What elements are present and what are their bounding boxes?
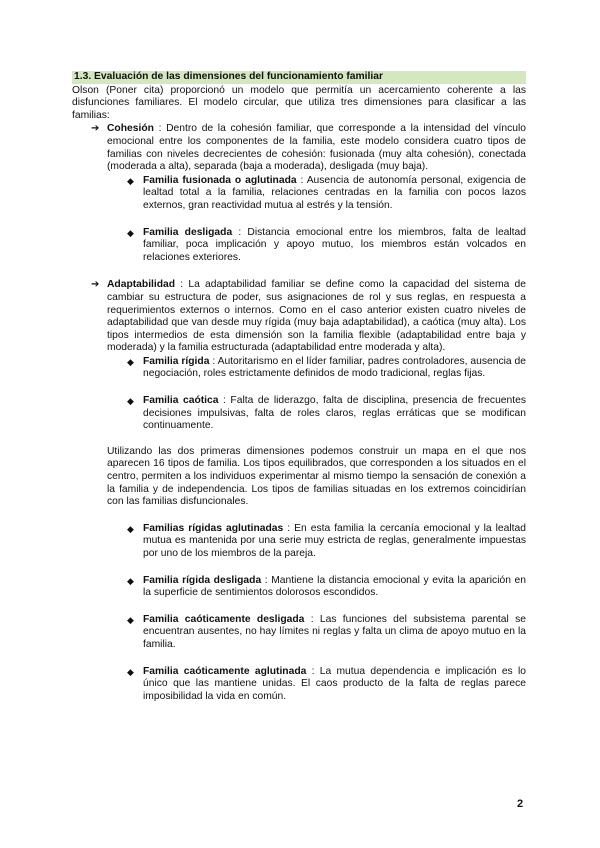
diamond-bullet-icon: ◆ bbox=[127, 666, 134, 677]
sub-bullet-caoticamente-aglutinada bbox=[72, 666, 526, 704]
arrow-bullet-icon: ➔ bbox=[91, 279, 100, 291]
text-caotica: : Falta de liderazgo, falta de disciplina, presencia de frecuentes decisiones impulsivas, falta de roles claros, reglas erráticas que se modifican continuamente. bbox=[143, 395, 526, 432]
bullet-cohesion bbox=[72, 123, 526, 173]
text-rigida-desligada: : Mantiene la distancia emocional y evita la aparición en la superficie de sentimientos dolorosos escondidos. bbox=[143, 574, 526, 599]
sub-bullet-caoticamente-desligada bbox=[72, 614, 526, 652]
diamond-bullet-icon: ◆ bbox=[127, 175, 134, 186]
sub-bullet-fusionada bbox=[72, 175, 526, 213]
map-paragraph: Utilizando las dos primeras dimensiones podemos construir un mapa en el que nos aparecen 16 tipos de familia. Los tipos equilibrados, que corresponden a los situados en el centro, permiten a los individuos experimentar al mismo tiempo la sensación de conexión a la familia y de independencia. Los tipos de familias situadas en los extremos coincidirían con las familias disfuncionales. bbox=[107, 445, 526, 508]
term-rigidas-aglutinadas: Familias rígidas aglutinadas bbox=[143, 522, 284, 534]
section-heading: 1.3. Evaluación de las dimensiones del funcionamiento familiar bbox=[72, 71, 526, 84]
diamond-bullet-icon: ◆ bbox=[127, 227, 134, 238]
text-fusionada: : Ausencia de autonomía personal, exigencia de lealtad total a la familia, relaciones centradas en la familia con pocos lazos externos, gran reactividad mutua al estrés y la tensión. bbox=[143, 174, 526, 211]
term-rigida-desligada: Familia rígida desligada bbox=[143, 574, 262, 586]
document-page bbox=[72, 71, 526, 703]
diamond-bullet-icon: ◆ bbox=[127, 396, 134, 407]
term-desligada: Familia desligada bbox=[143, 226, 233, 238]
text-rigidas-aglutinadas: : En esta familia la cercanía emocional y la lealtad mutua es mantenida por una serie muy estricta de reglas, generalmente impuestas por uno de los miembros de la pareja. bbox=[143, 522, 526, 559]
text-caoticamente-aglutinada: : La mutua dependencia e implicación es lo único que las mantiene unidas. El caos producto de la falta de reglas parece imposibilidad la vida en común. bbox=[143, 665, 526, 702]
text-caoticamente-desligada: : Las funciones del subsistema parental se encuentran ausentes, no hay límites ni reglas y falta un clima de apoyo mutuo en la familia. bbox=[143, 613, 526, 650]
sub-bullet-rigida-desligada bbox=[72, 575, 526, 600]
text-rigida: : Autoritarismo en el líder familiar, padres controladores, ausencia de negociación, roles estrictamente definidos de modo tradicional, reglas fijas. bbox=[143, 355, 526, 380]
diamond-bullet-icon: ◆ bbox=[127, 356, 134, 367]
diamond-bullet-icon: ◆ bbox=[127, 614, 134, 625]
term-rigida: Familia rígida bbox=[143, 355, 210, 367]
term-adaptabilidad: Adaptabilidad bbox=[107, 279, 176, 291]
sub-bullet-rigida bbox=[72, 356, 526, 381]
term-caoticamente-desligada: Familia caóticamente desligada bbox=[143, 613, 305, 625]
text-adaptabilidad: : La adaptabilidad familiar se define como la capacidad del sistema de cambiar su estructura de poder, sus asignaciones de rol y sus reglas, en respuesta a requerimientos externos o internos. Como en el caso anterior existen cuatro niveles de adaptabilidad que van desde muy rígida (muy baja adaptabilidad), a caótica (muy alta). Los tipos intermedios de esta dimensión son la familia flexible (adaptabilidad entre baja y moderada) y la familia estructurada (adaptabilidad entre moderada y alta). bbox=[107, 279, 526, 354]
sub-bullet-rigidas-aglutinadas bbox=[72, 523, 526, 561]
sub-bullet-desligada bbox=[72, 227, 526, 265]
term-fusionada: Familia fusionada o aglutinada bbox=[143, 174, 297, 186]
intro-paragraph: Olson (Poner cita) proporcionó un modelo que permitía un acercamiento coherente a las disfunciones familiares. El modelo circular, que utiliza tres dimensiones para clasificar a las familias: bbox=[72, 84, 526, 121]
term-cohesion: Cohesión bbox=[107, 123, 154, 135]
text-desligada: : Distancia emocional entre los miembros, falta de lealtad familiar, poca implicación y apoyo mutuo, los miembros están volcados en relaciones exteriores. bbox=[143, 226, 526, 263]
text-cohesion: : Dentro de la cohesión familiar, que corresponde a la intensidad del vínculo emocional entre los componentes de la familia, este modelo considera cuatro tipos de familias con niveles decrecientes de cohesión: fusionada (muy alta cohesión), conectada (moderada a alta), separada (baja a moderada), desligada (muy baja). bbox=[107, 123, 526, 173]
diamond-bullet-icon: ◆ bbox=[127, 575, 134, 586]
term-caotica: Familia caótica bbox=[143, 395, 219, 407]
page-number: 2 bbox=[517, 798, 524, 810]
term-caoticamente-aglutinada: Familia caóticamente aglutinada bbox=[143, 665, 307, 677]
bullet-adaptabilidad bbox=[72, 279, 526, 355]
diamond-bullet-icon: ◆ bbox=[127, 523, 134, 534]
sub-bullet-caotica bbox=[72, 395, 526, 433]
arrow-bullet-icon: ➔ bbox=[91, 123, 100, 135]
